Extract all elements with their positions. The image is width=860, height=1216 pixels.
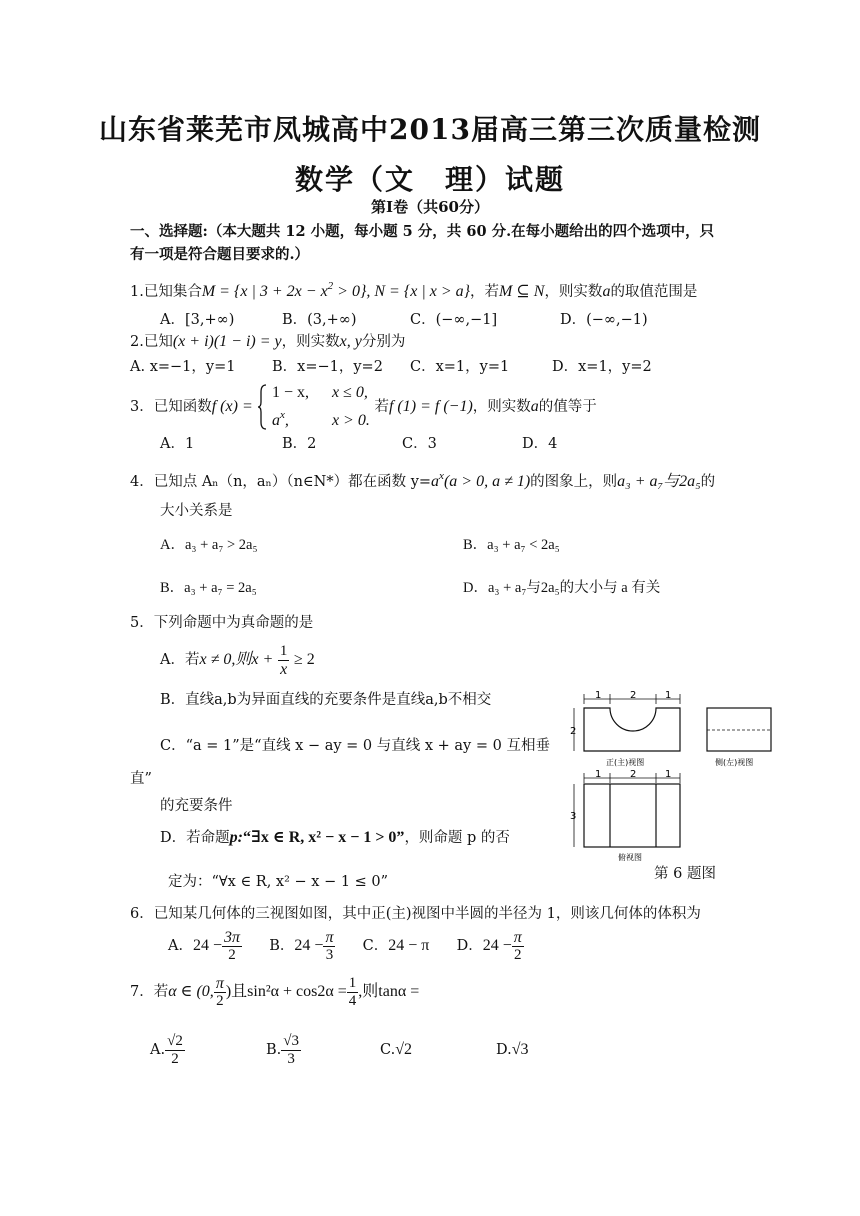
- top-dim-right: 1: [665, 769, 672, 780]
- q5-option-a: A．若x ≠ 0,则x + $\frac{1}{x}$ ≥ 2: [160, 642, 315, 678]
- q4-option-c: B．a₃ + a₇ = 2a₅: [160, 580, 257, 596]
- q5-option-c-line1: C．“a = 1”是“直线 x − ay = 0 与直线 x + ay = 0 互相垂: [160, 738, 550, 754]
- front-dim-left: 1: [595, 690, 602, 701]
- q3-option-a: A．1: [160, 436, 195, 452]
- q6-option-d: D．24 − $\frac{\pi}{2}$: [456, 928, 522, 963]
- question-7-stem: 7．若α ∈ (0, $\frac{\pi}{2}$ )且sin²α + cos2α = $\frac{1}{4}$ ,则tanα =: [130, 974, 420, 1009]
- three-view-figure: [570, 688, 780, 868]
- top-dim-left: 1: [595, 769, 602, 780]
- top-view: [570, 769, 680, 862]
- question-3-stem: 3．已知函数f (x) = 1 − x, x ≤ 0, $a^x$, x > 0. 若f (1) = f (−1)，则实数a的值等于: [130, 382, 597, 432]
- q2-option-a: A. x=−1，y=1: [130, 359, 236, 375]
- front-dim-right: 1: [665, 690, 672, 701]
- fraction: $\frac{1}{x}$: [279, 642, 288, 678]
- question-4-stem-line2: 大小关系是: [160, 503, 233, 519]
- q2-option-c: C．x=1，y=1: [410, 359, 510, 375]
- question-4-stem: 4．已知点 Aₙ（n，aₙ）（n∈N*）都在函数 $y=a^x(a > 0$, a ≠ 1)的图象上，则a₃ + a₇与2a₅的: [130, 470, 716, 490]
- brace-icon: [257, 384, 267, 430]
- top-view-label: 俯视图: [618, 853, 642, 862]
- q6-option-a: A．24 − $\frac{3\pi}{2}$: [168, 928, 241, 963]
- q6-options: [168, 926, 524, 966]
- q7-option-c: C.√2: [380, 1041, 412, 1058]
- question-1-stem: 1.已知集合M = {x | $3 + 2x - x^2 > 0$}, N = {x | x > a}，若M ⊆ N，则实数a的取值范围是: [130, 280, 698, 300]
- question-5-stem: 5．下列命题中为真命题的是: [130, 615, 314, 631]
- section-heading-line1: 一、选择题:（本大题共 12 小题，每小题 5 分，共 60 分.在每小题给出的四个选项中，只: [130, 223, 715, 240]
- q4-option-a: A．a₃ + a₇ > 2a₅: [160, 537, 258, 553]
- q6-option-c: C．24 − π: [362, 937, 430, 954]
- q3-option-c: C．3: [402, 436, 437, 452]
- q5-option-d-line2: 定为：“∀x ∈ R, x² − x − 1 ≤ 0”: [168, 874, 389, 890]
- side-view: [707, 708, 771, 767]
- q5-option-c-line3: 的充要条件: [160, 798, 233, 814]
- top-dim-height: 3: [570, 811, 577, 822]
- q3-option-b: B．2: [282, 436, 317, 452]
- q1-option-a: A．[3,+∞): [160, 312, 235, 328]
- side-view-label: 侧(左)视图: [715, 758, 754, 767]
- top-dim-mid: 2: [630, 769, 637, 780]
- q6-option-b: B．24 − $\frac{\pi}{3}$: [269, 928, 334, 963]
- q5-option-b: B．直线a,b为异面直线的充要条件是直线a,b不相交: [160, 692, 492, 708]
- front-view: [570, 690, 680, 767]
- q4-option-d: D．a₃ + a₇与2a₅的大小与 a 有关: [463, 580, 661, 596]
- question-2-stem: 2.已知(x + i)(1 − i) = y，则实数x, y分别为: [130, 333, 406, 350]
- q2-option-d: D．x=1，y=2: [552, 359, 652, 375]
- section-heading-line2: 有一项是符合题目要求的.）: [130, 246, 310, 263]
- q7-option-b: B. $\frac{√3}{3}$: [266, 1032, 299, 1067]
- exam-title: 山东省莱芜市凤城高中2013届高三第三次质量检测: [99, 113, 761, 146]
- q5-option-c-line2: 直”: [130, 771, 152, 787]
- q7-option-a: A. $\frac{√2}{2}$: [150, 1032, 183, 1067]
- q2-option-b: B．x=−1，y=2: [272, 359, 383, 375]
- volume-heading: 第Ⅰ卷（共60分）: [371, 198, 489, 216]
- front-view-label: 正(主)视图: [606, 758, 645, 767]
- front-dim-height: 2: [570, 726, 577, 737]
- q1-option-d: D．(−∞,−1): [560, 312, 648, 328]
- q1-option-b: B．(3,+∞): [282, 312, 357, 328]
- q3-option-d: D．4: [522, 436, 558, 452]
- exam-subtitle: 数学（文 理）试题: [294, 163, 565, 196]
- question-6-stem: 6．已知某几何体的三视图如图，其中正(主)视图中半圆的半径为 1，则该几何体的体积为: [130, 906, 701, 922]
- front-dim-mid: 2: [630, 690, 637, 701]
- q7-option-d: D.√3: [496, 1041, 529, 1058]
- figure-6-caption: 第 6 题图: [654, 866, 716, 882]
- q4-option-b: B．a₃ + a₇ < 2a₅: [463, 537, 560, 553]
- piecewise-block: 1 − x, x ≤ 0, $a^x$, x > 0.: [271, 384, 370, 429]
- q5-option-d-line1: D．若命题p:“∃x ∈ R, x² − x − 1 > 0”，则命题 p 的否: [160, 829, 510, 846]
- q1-option-c: C．(−∞,−1]: [410, 312, 498, 328]
